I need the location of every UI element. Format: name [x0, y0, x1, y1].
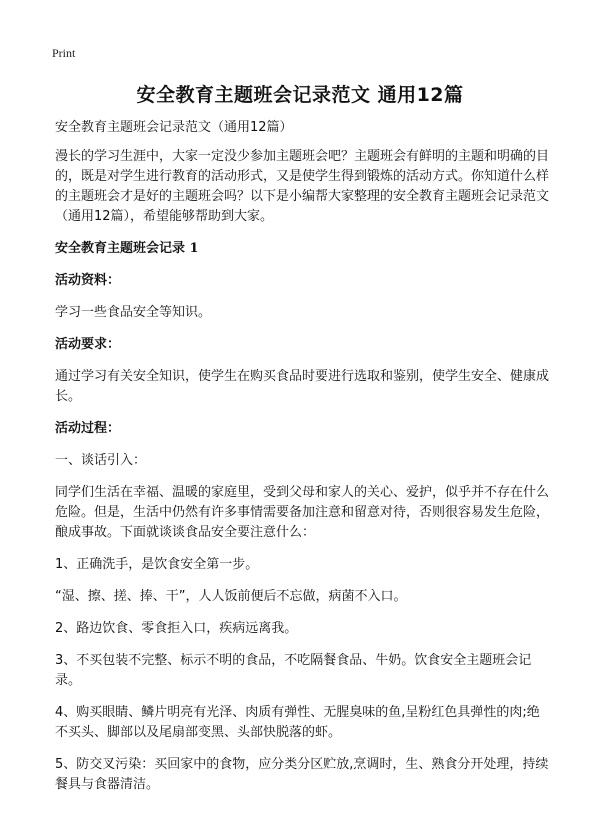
process-heading: 活动过程：: [55, 421, 121, 436]
document-title: 安全教育主题班会记录范文 通用12篇: [136, 84, 464, 106]
materials-text: 学习一些食品安全等知识。: [55, 305, 212, 320]
materials-heading: 活动资料：: [55, 273, 121, 288]
list-item: 5、防交叉污染：买回家中的食物，应分类分区贮放,烹调时，生、熟食分开处理，持续餐具与食器清洁。: [55, 757, 549, 792]
list-item: 3、不买包装不完整、标示不明的食品，不吃隔餐食品、牛奶。饮食安全主题班会记录。: [55, 653, 532, 688]
list-item: 2、路边饮食、零食拒入口，疾病远离我。: [55, 621, 298, 636]
requirements-heading: 活动要求：: [55, 337, 121, 352]
list-item: 1、正确洗手，是饮食安全第一步。: [55, 557, 259, 572]
step-intro: 一、谈话引入：: [55, 453, 147, 468]
print-label: Print: [52, 46, 76, 60]
process-paragraph: 同学们生活在幸福、温暖的家庭里，受到父母和家人的关心、爱护，似乎并不存在什么危险。但是，生活中仍然有许多事情需要备加注意和留意对待，否则很容易发生危险，酿成事故。下面就谈谈食品安全要注意什么：: [55, 485, 550, 540]
list-item: “湿、擦、搓、捧、干”，人人饭前便后不忘做，病菌不入口。: [55, 589, 407, 604]
document-subtitle: 安全教育主题班会记录范文（通用12篇）: [55, 120, 293, 135]
requirements-text: 通过学习有关安全知识，使学生在购买食品时要进行选取和鉴别，使学生安全、健康成长。: [55, 369, 550, 404]
section-title: 安全教育主题班会记录 1: [55, 241, 199, 256]
document-body: [55, 118, 550, 807]
list-item: 4、购买眼睛、鳞片明亮有光泽、肉质有弹性、无腥臭味的鱼,呈粉红色具弹性的肉;绝不买头、脚部以及尾扇部变黑、头部快脱落的虾。: [55, 705, 540, 740]
intro-paragraph: 漫长的学习生涯中，大家一定没少参加主题班会吧？主题班会有鲜明的主题和明确的目的，既是对学生进行教育的活动形式，又是使学生得到锻炼的活动方式。你知道什么样的主题班会才是好的主题班会吗？以下是小编帮大家整理的安全教育主题班会记录范文（通用12篇），希望能够帮助到大家。: [55, 149, 550, 224]
